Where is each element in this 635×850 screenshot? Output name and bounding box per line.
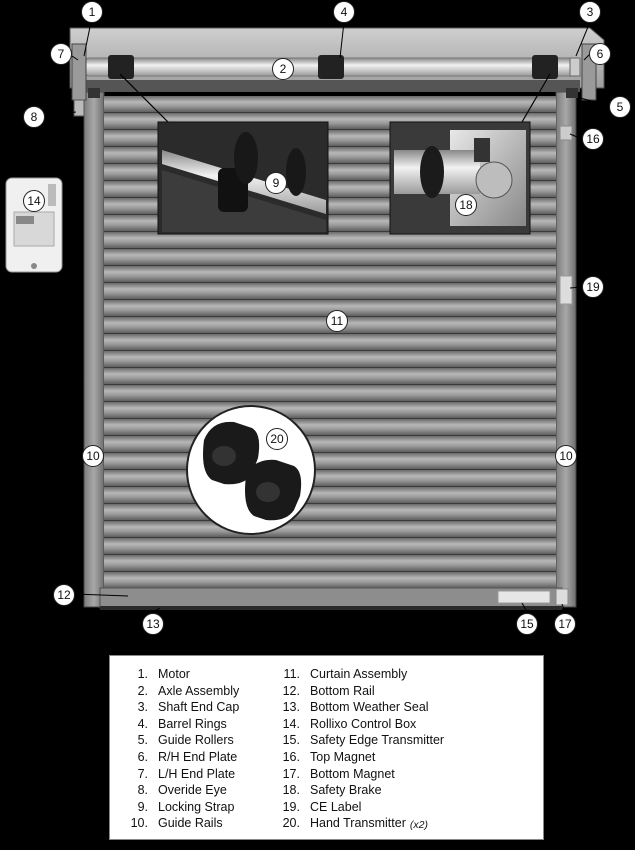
legend-item: 9. Locking Strap [137,799,235,814]
head-interior [80,80,580,92]
legend-item: 12. Bottom Rail [282,683,375,698]
callout-17: 17 [554,613,576,635]
callout-10-right: 10 [555,445,577,467]
legend-item: 20. Hand Transmitter (x2) [282,816,428,831]
callout-4: 4 [333,1,355,23]
legend-item: 13. Bottom Weather Seal [282,700,429,715]
callout-1: 1 [81,1,103,23]
bottom-rail [100,588,562,608]
legend-item: 2. Axle Assembly [137,683,240,698]
callout-2: 2 [272,58,294,80]
callout-11: 11 [326,310,348,332]
callout-20: 20 [266,428,288,450]
left-end-plate [72,44,86,100]
legend-item: 10. Guide Rails [130,816,223,831]
right-guide-rail [556,92,576,607]
legend-item: 6. R/H End Plate [137,749,238,764]
legend-column-right [278,667,444,833]
callout-7: 7 [50,43,72,65]
legend-item: 18. Safety Brake [282,783,382,798]
left-guide-rail [84,92,104,607]
legend-item: 14. Rollixo Control Box [282,716,417,731]
callout-13: 13 [142,613,164,635]
legend-item: 11. Curtain Assembly [283,667,408,681]
callout-9: 9 [265,172,287,194]
legend-note: (x2) [409,818,428,831]
parts-legend [109,655,544,840]
top-magnet [560,126,572,140]
legend-item: 4. Barrel Rings [137,716,227,731]
legend-item: 1. Motor [137,667,190,681]
callout-18: 18 [455,194,477,216]
legend-item: 8. Overide Eye [137,783,227,798]
legend-item: 19. CE Label [282,799,362,814]
callout-6: 6 [589,43,611,65]
guide-roller-right [566,88,578,98]
hand-transmitter-inset [187,406,315,534]
barrel-ring-right [532,55,558,79]
callout-5: 5 [609,96,631,118]
callout-12: 12 [53,584,75,606]
callout-14: 14 [23,190,45,212]
callout-10-left: 10 [82,445,104,467]
bottom-weather-seal [100,606,562,610]
bottom-magnet [556,589,568,605]
locking-strap-inset [158,122,328,234]
callout-15: 15 [516,613,538,635]
callout-19: 19 [582,276,604,298]
callout-16: 16 [582,128,604,150]
callout-8: 8 [23,106,45,128]
guide-roller-left [88,88,100,98]
legend-item: 15. Safety Edge Transmitter [282,733,445,748]
legend-item: 16. Top Magnet [282,749,376,764]
safety-edge-transmitter [498,591,550,603]
legend-item: 5. Guide Rollers [137,733,234,748]
callout-3: 3 [579,1,601,23]
override-eye [74,100,84,116]
legend-item: 17. Bottom Magnet [282,766,395,781]
barrel-ring-mid [318,55,344,79]
safety-brake-inset [390,122,530,234]
legend-item: 7. L/H End Plate [137,766,236,781]
ce-label [560,276,572,304]
legend-column-left [120,667,239,833]
shaft-end-cap [570,58,580,76]
legend-item: 3. Shaft End Cap [137,700,240,715]
